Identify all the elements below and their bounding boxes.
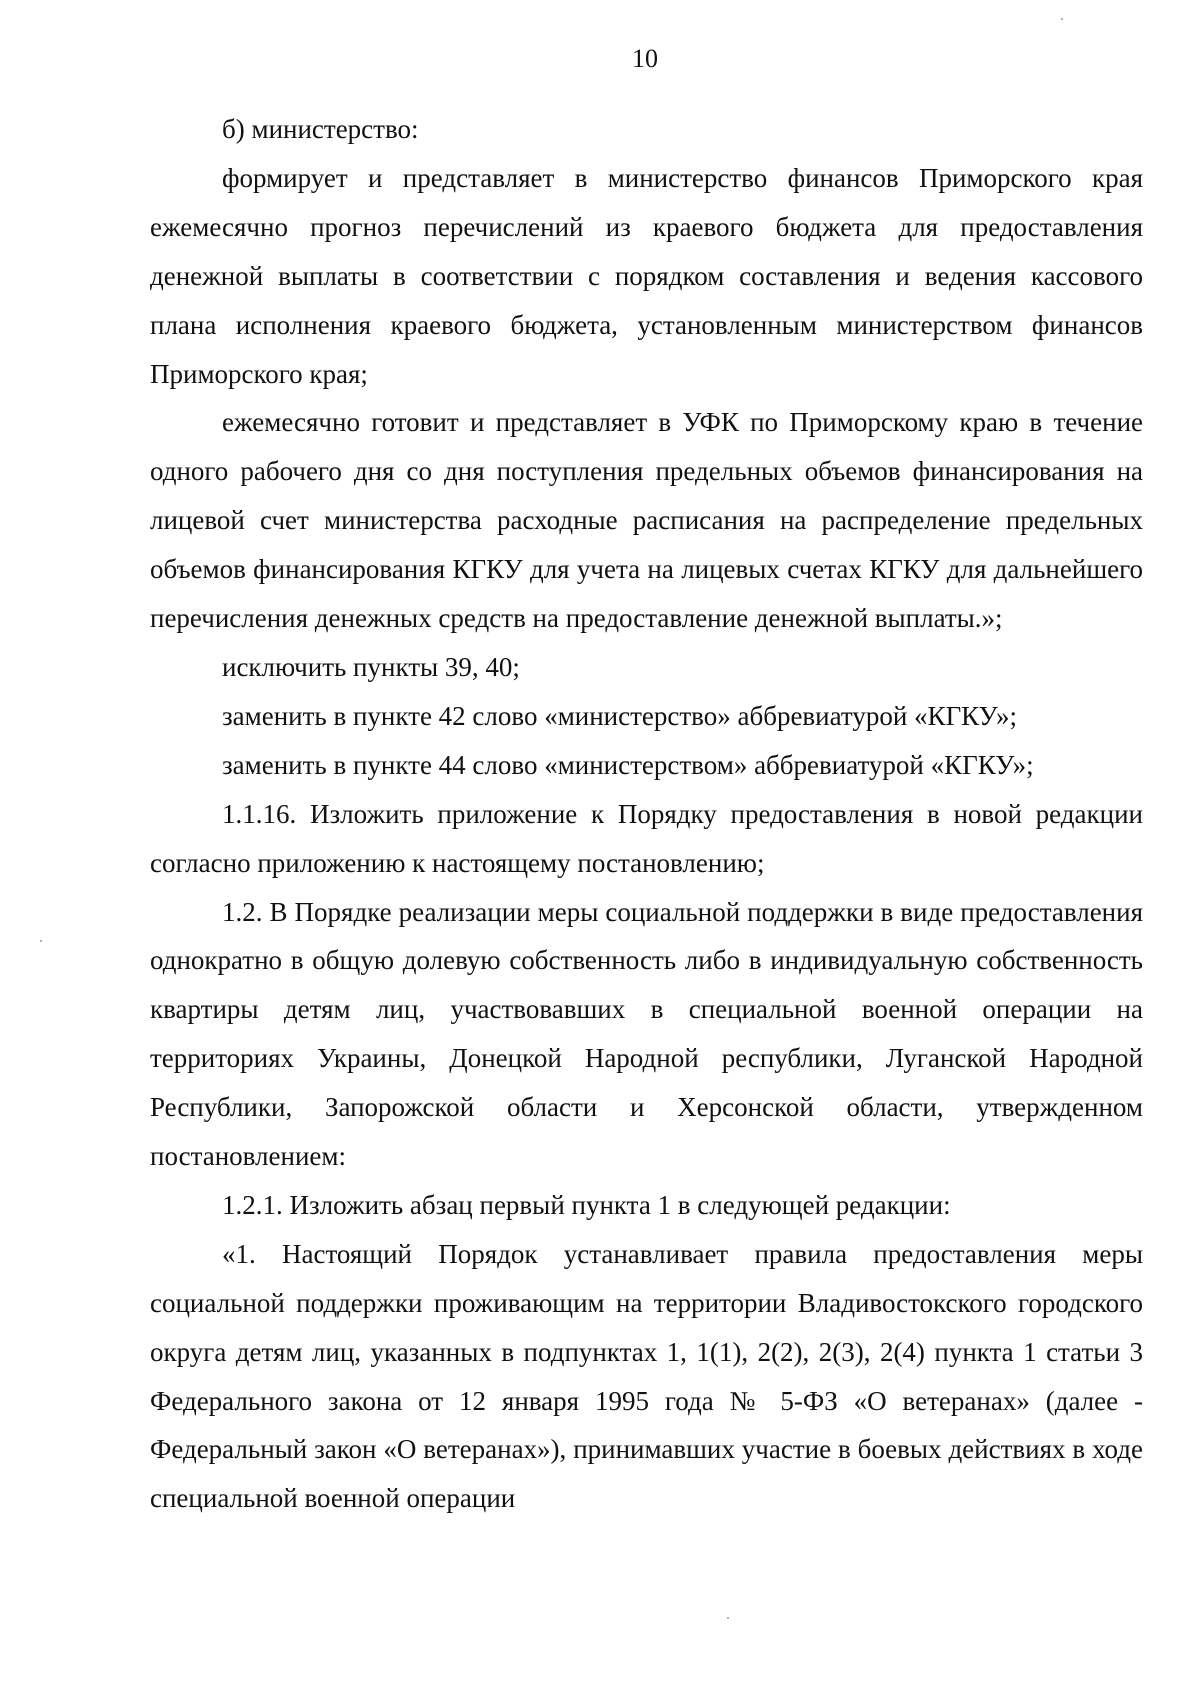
page-number: 10 <box>632 44 658 73</box>
paragraph-quoted-point-1: «1. Настоящий Порядок устанавливает правила предоставления меры социальной поддержки проживающим на территории Владивостокского городского округа детям лиц, указанных в подпунктах 1, 1(1), 2(2), 2(3), 2(4) пункта 1 статьи 3 Федерального закона от 12 января 1995 года № 5-ФЗ «О ветеранах» (далее - Федеральный закон «О ветеранах»), принимавших участие в боевых действиях в ходе специальной военной операции <box>150 1238 1143 1514</box>
paragraph-1-1-16: 1.1.16. Изложить приложение к Порядку предоставления в новой редакции согласно приложению к настоящему постановлению; <box>150 798 1143 878</box>
paragraph-replace-point-44: заменить в пункте 44 слово «министерством» аббревиатурой «КГКУ»; <box>222 749 1034 780</box>
paragraph-ministry-heading: б) министерство: <box>222 114 419 144</box>
paragraph-exclude-points: исключить пункты 39, 40; <box>222 651 520 682</box>
scan-speck <box>40 940 42 942</box>
paragraph-1-2: 1.2. В Порядке реализации меры социальной поддержки в виде предоставления однократно в общую долевую собственность либо в индивидуальную собственность квартиры детям лиц, участвовавших в специальной военной операции на территориях Украины, Донецкой Народной республики, Луганской Народной Республики, Запорожской области и Херсонской области, утвержденном постановлением: <box>150 896 1143 1172</box>
paragraph-forecast: формирует и представляет в министерство финансов Приморского края ежемесячно прогноз перечислений из краевого бюджета для предоставления денежной выплаты в соответствии с порядком составления и ведения кассового плана исполнения краевого бюджета, установленным министерством финансов Приморского края; <box>150 162 1143 389</box>
paragraph-replace-point-42: заменить в пункте 42 слово «министерство» аббревиатурой «КГКУ»; <box>222 700 1018 731</box>
paragraph-1-2-1: 1.2.1. Изложить абзац первый пункта 1 в следующей редакции: <box>222 1189 951 1220</box>
paragraph-expense-schedules: ежемесячно готовит и представляет в УФК по Приморскому краю в течение одного рабочего дня со дня поступления предельных объемов финансирования на лицевой счет министерства расходные расписания на распределение предельных объемов финансирования КГКУ для учета на лицевых счетах КГКУ для дальнейшего перечисления денежных средств на предоставление денежной выплаты.»; <box>150 407 1143 634</box>
scan-speck <box>727 1617 729 1619</box>
document-body <box>150 105 1143 1523</box>
scan-speck <box>1061 18 1063 20</box>
